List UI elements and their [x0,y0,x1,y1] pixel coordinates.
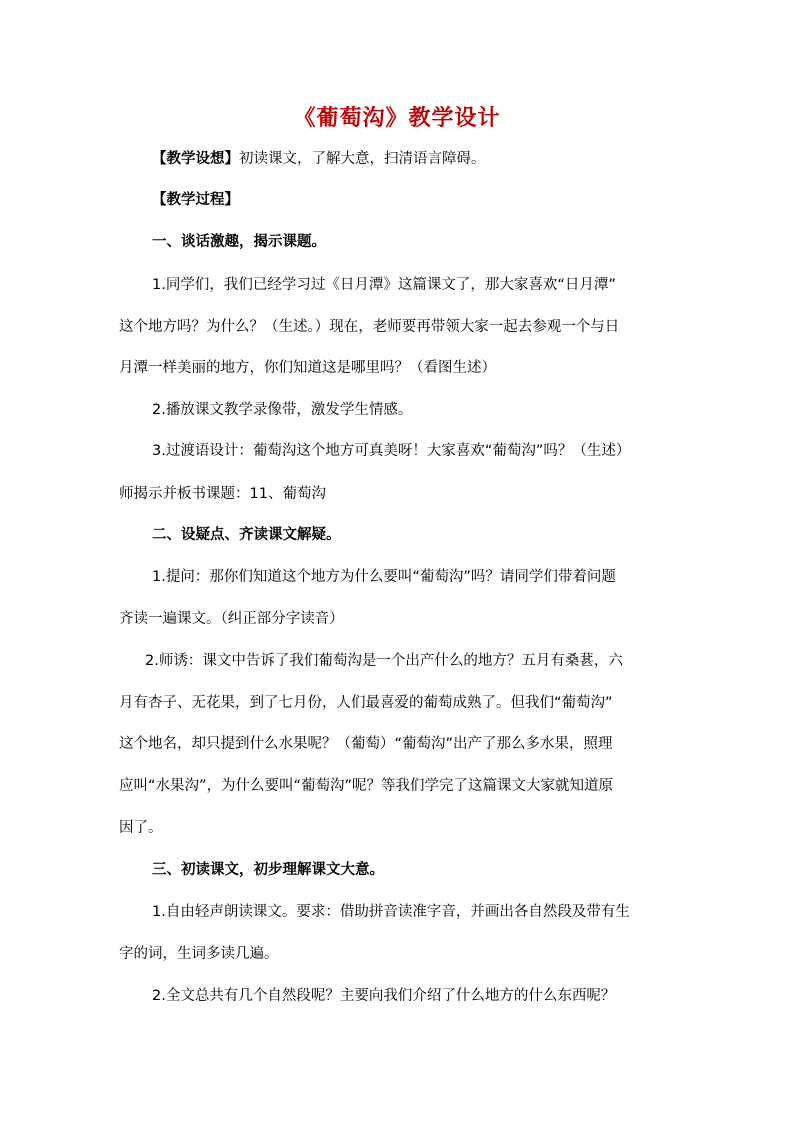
section-heading-2: 二、设疑点、齐读课文解疑。 [152,527,341,543]
paragraph-line: 2.全文总共有几个自然段呢？主要向我们介绍了什么地方的什么东西呢？ [152,988,616,1004]
paragraph-line: 月有杏子、无花果，到了七月份，人们最喜爱的葡萄成熟了。但我们“葡萄沟” [119,695,613,711]
teaching-process-heading: 【教学过程】 [152,192,239,208]
paragraph-line: 1.同学们，我们已经学习过《日月潭》这篇课文了，那大家喜欢“日月潭” [152,277,616,293]
paragraph-line: 1.自由轻声朗读课文。要求：借助拼音读准字音，并画出各自然段及带有生 [152,904,630,920]
paragraph-line: 因了。 [119,820,163,836]
teaching-idea-line [152,149,486,169]
section-heading-3: 三、初读课文，初步理解课文大意。 [152,862,384,878]
paragraph-line: 应叫“水果沟”，为什么要叫“葡萄沟”呢？等我们学完了这篇课文大家就知道原 [119,778,614,794]
paragraph-line: 1.提问：那你们知道这个地方为什么要叫“葡萄沟”吗？请同学们带着问题 [152,569,616,585]
paragraph-line: 2.师诱：课文中告诉了我们葡萄沟是一个出产什么的地方？五月有桑葚，六 [145,653,623,669]
teaching-idea-label: 【教学设想】 [152,151,239,167]
paragraph-line: 2.播放课文教学录像带，激发学生情感。 [152,402,413,418]
section-heading-1: 一、谈话激趣，揭示课题。 [152,234,326,250]
document-title: 《葡萄沟》教学设计 [293,105,501,131]
paragraph-line: 字的词，生词多读几遍。 [119,946,279,962]
paragraph-line: 这个地方吗？为什么？（生述。）现在，老师要再带领大家一起去参观一个与日 [119,319,620,335]
paragraph-line: 这个地名，却只提到什么水果呢？（葡萄）“葡萄沟”出产了那么多水果，照理 [119,736,613,752]
teaching-idea-text: 初读课文，了解大意，扫清语言障碍。 [239,151,486,167]
paragraph-line: 齐读一遍课文。（纠正部分字读音） [119,611,344,627]
paragraph-line: 3.过渡语设计：葡萄沟这个地方可真美呀！大家喜欢“葡萄沟”吗？（生述） [152,443,631,459]
paragraph-line: 月潭一样美丽的地方，你们知道这是哪里吗？（看图生述） [119,360,496,376]
paragraph-line: 师揭示并板书课题：11、葡萄沟 [119,486,326,502]
